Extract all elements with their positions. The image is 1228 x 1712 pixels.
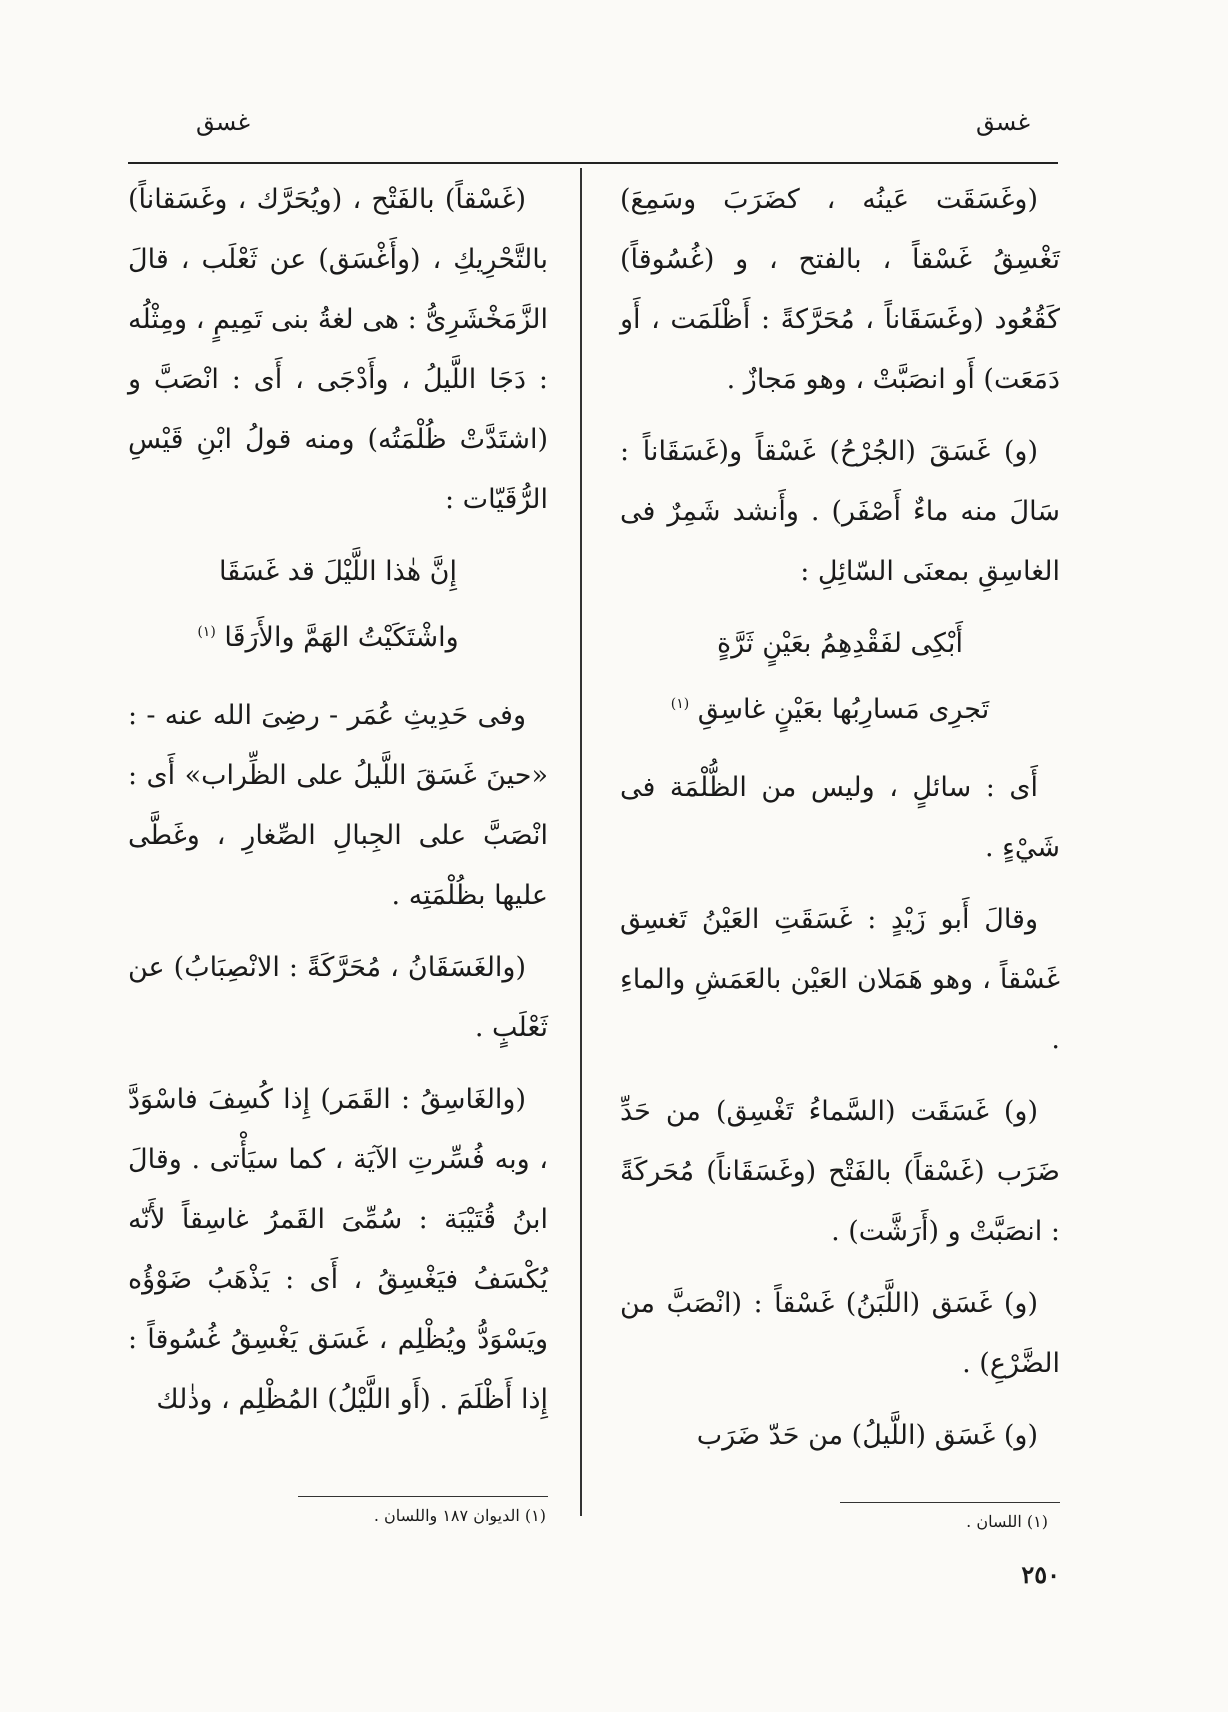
footnote-left: (١) الديوان ١٨٧ واللسان . [373, 1506, 546, 1525]
page-number: ٢٥٠ [1021, 1560, 1060, 1589]
footnote-marker: (١) [670, 696, 690, 712]
entry-paragraph: (والغَاسِقُ : القَمَر) إِذا كُسِفَ فاسْوَدَّ ، وبه فُسِّرتِ الآيَة ، كما سيَأْتى . وقالَ ابنُ قُتَيْبَة : سُمِّىَ القَمرُ غاسِقاً لأَنّه يُكْسَفُ فيَغْسِقُ ، أَى : يَذْهَبُ ضَوْؤُه ويَسْوَدُّ ويُظْلِم ، غَسَق يَغْسِقُ غُسُوقاً : إِذا أَظْلَمَ . (أَو اللَّيْلُ) المُظْلِم ، وذٰلك [128, 1084, 548, 1415]
entry-paragraph: (و) غَسَق (اللَّبَنُ) غَسْقاً : (انْصَبَّ من الضَّرْعِ) . [620, 1288, 1060, 1379]
entry-paragraph: (غَسْقاً) بالفَتْح ، (ويُحَرَّك ، وغَسَقاناً) بالتَّحْرِيكِ ، (وأَغْسَق) عن ثَعْلَب ، قالَ الزَّمَخْشَرِىُّ : هى لغةُ بنى تَمِيمٍ ، ومِثْلُه : دَجَا اللَّيلُ ، وأَدْجَى ، أَى : انْصَبَّ و (اشتَدَّتْ ظُلْمَتُه) ومنه قولُ ابْنِ قَيْسِ الرُّقَيّات : [128, 184, 548, 515]
verse-text: واشْتَكَيْتُ الهَمَّ والأَرَقَا [224, 622, 459, 653]
verse-line [128, 602, 548, 668]
column-divider [580, 168, 582, 1516]
entry-paragraph: (والغَسَقَانُ ، مُحَرَّكَةً : الانْصِبَابُ) عن ثَعْلَبٍ . [128, 952, 548, 1043]
running-head-left: غسق [196, 108, 250, 136]
entry-paragraph: (و) غَسَقَ (الجُرْحُ) غَسْقاً و(غَسَقَاناً : سَالَ منه ماءٌ أَصْفَر) . وأَنشد شَمِرٌ فى الغاسِقِ بمعنَى السّائِلِ : [620, 436, 1061, 587]
entry-paragraph: وقالَ أَبو زَيْدٍ : غَسَقَتِ العَيْنُ تَغسِق غَسْقاً ، وهو هَمَلان العَيْن بالعَمَشِ والماءِ . [620, 904, 1060, 1055]
entry-paragraph: وفى حَدِيثِ عُمَر - رضِىَ الله عنه - : «حينَ غَسَقَ اللَّيلُ على الظِّراب» أَى : انْصَبَّ على الجِبالِ الصِّغارِ ، وغَطَّى عليها بظُلْمَتِه . [128, 700, 548, 911]
footnote-marker: (١) [197, 624, 216, 640]
verse-line: أَبْكِى لفَقْدِهِمُ بعَيْنٍ ثَرَّةٍ [717, 628, 963, 659]
right-column [620, 170, 1060, 1478]
left-column [128, 170, 548, 1442]
footnote-right: (١) اللسان . [966, 1512, 1048, 1531]
entry-paragraph: (وغَسَقَت عَينُه ، كضَرَبَ وسَمِعَ) تَغْسِقُ غَسْقاً ، بالفتح ، و (غُسُوقاً) كَقُعُود (وغَسَقَاناً ، مُحَرَّكةً : أَظْلَمَت ، أَو دَمَعَت) أَو انصَبَّتْ ، وهو مَجازٌ . [620, 184, 1060, 395]
entry-paragraph: أَى : سائلٍ ، وليس من الظُّلْمَة فى شَيْءٍ . [620, 772, 1060, 863]
entry-paragraph: (و) غَسَقَت (السَّماءُ تَغْسِق) من حَدِّ ضَرَب (غَسْقاً) بالفَتْح (وغَسَقَاناً) مُحَركَةً : انصَبَّتْ و (أَرَشَّت) . [620, 1096, 1060, 1247]
footnote-rule-left [298, 1496, 548, 1497]
verse [128, 542, 548, 668]
verse [620, 614, 1060, 740]
entry-paragraph: (و) غَسَق (اللَّيلُ) من حَدّ ضَرَب [696, 1420, 1038, 1451]
running-head-right: غسق [976, 108, 1030, 136]
verse-line: إِنَّ هٰذا اللَّيْلَ قد غَسَقَا [218, 556, 457, 587]
header-rule [128, 162, 1058, 164]
footnote-rule-right [840, 1502, 1060, 1503]
verse-text: تَجرِى مَسارِبُها بعَيْنٍ غاسِقِ [697, 694, 990, 725]
verse-line [620, 674, 1060, 740]
